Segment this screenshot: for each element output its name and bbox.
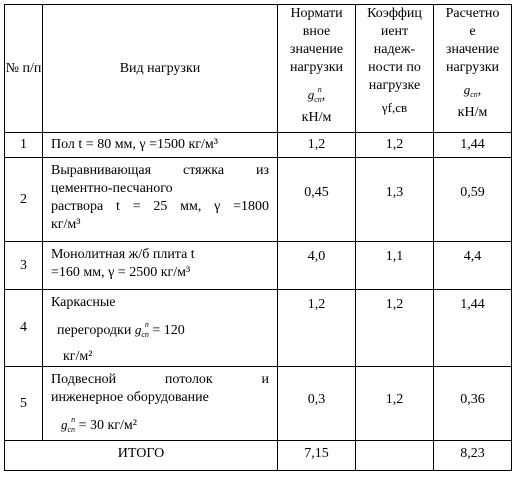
- row-calculated: 1,44: [434, 133, 512, 158]
- row-num: 4: [5, 290, 43, 367]
- row-type: Каркасные перегородки $g_{cn}^n = 120$ кг/м²: [43, 290, 278, 367]
- header-calculated: Расчетно е значение нагрузки $g_{cn}$, кН/м: [434, 5, 512, 133]
- header-normative: Нормати вное значение нагрузки $g_{cn}^n$, кН/м: [278, 5, 356, 133]
- row-num: 5: [5, 367, 43, 441]
- table-row: [5, 242, 512, 290]
- table-row: [5, 290, 512, 367]
- row-coefficient: 1,2: [356, 290, 434, 367]
- row-normative: 0,45: [278, 158, 356, 242]
- row-normative: 1,2: [278, 290, 356, 367]
- row-num: 1: [5, 133, 43, 158]
- total-calculated: 8,23: [434, 441, 512, 471]
- header-type: Вид нагрузки: [43, 5, 278, 133]
- table-row: [5, 367, 512, 441]
- row-normative: 4,0: [278, 242, 356, 290]
- row-type: Подвесной потолок и инженерное оборудование $g_{cn}^n = 30$ кг/м²: [43, 367, 278, 441]
- total-normative: 7,15: [278, 441, 356, 471]
- row-num: 3: [5, 242, 43, 290]
- loads-table: [4, 4, 512, 471]
- row-coefficient: 1,3: [356, 158, 434, 242]
- header-row: [5, 5, 512, 133]
- row-type: Выравнивающая стяжка из цементно-песчаного раствора t = 25 мм, γ =1800 кг/м³: [43, 158, 278, 242]
- row-coefficient: 1,2: [356, 133, 434, 158]
- total-coefficient: [356, 441, 434, 471]
- total-row: [5, 441, 512, 471]
- row-calculated: 1,44: [434, 290, 512, 367]
- header-coefficient: Коэффиц иент надеж- ности по нагрузке γf,св: [356, 5, 434, 133]
- row-normative: 0,3: [278, 367, 356, 441]
- table-row: [5, 158, 512, 242]
- total-label: ИТОГО: [5, 441, 278, 471]
- row-type: Монолитная ж/б плита t =160 мм, γ = 2500 кг/м³: [43, 242, 278, 290]
- row-coefficient: 1,1: [356, 242, 434, 290]
- table-row: [5, 133, 512, 158]
- row-type: Пол t = 80 мм, γ =1500 кг/м³: [43, 133, 278, 158]
- row-calculated: 0,36: [434, 367, 512, 441]
- row-calculated: 4,4: [434, 242, 512, 290]
- header-num: № п/п: [5, 5, 43, 133]
- row-calculated: 0,59: [434, 158, 512, 242]
- row-num: 2: [5, 158, 43, 242]
- row-coefficient: 1,2: [356, 367, 434, 441]
- row-normative: 1,2: [278, 133, 356, 158]
